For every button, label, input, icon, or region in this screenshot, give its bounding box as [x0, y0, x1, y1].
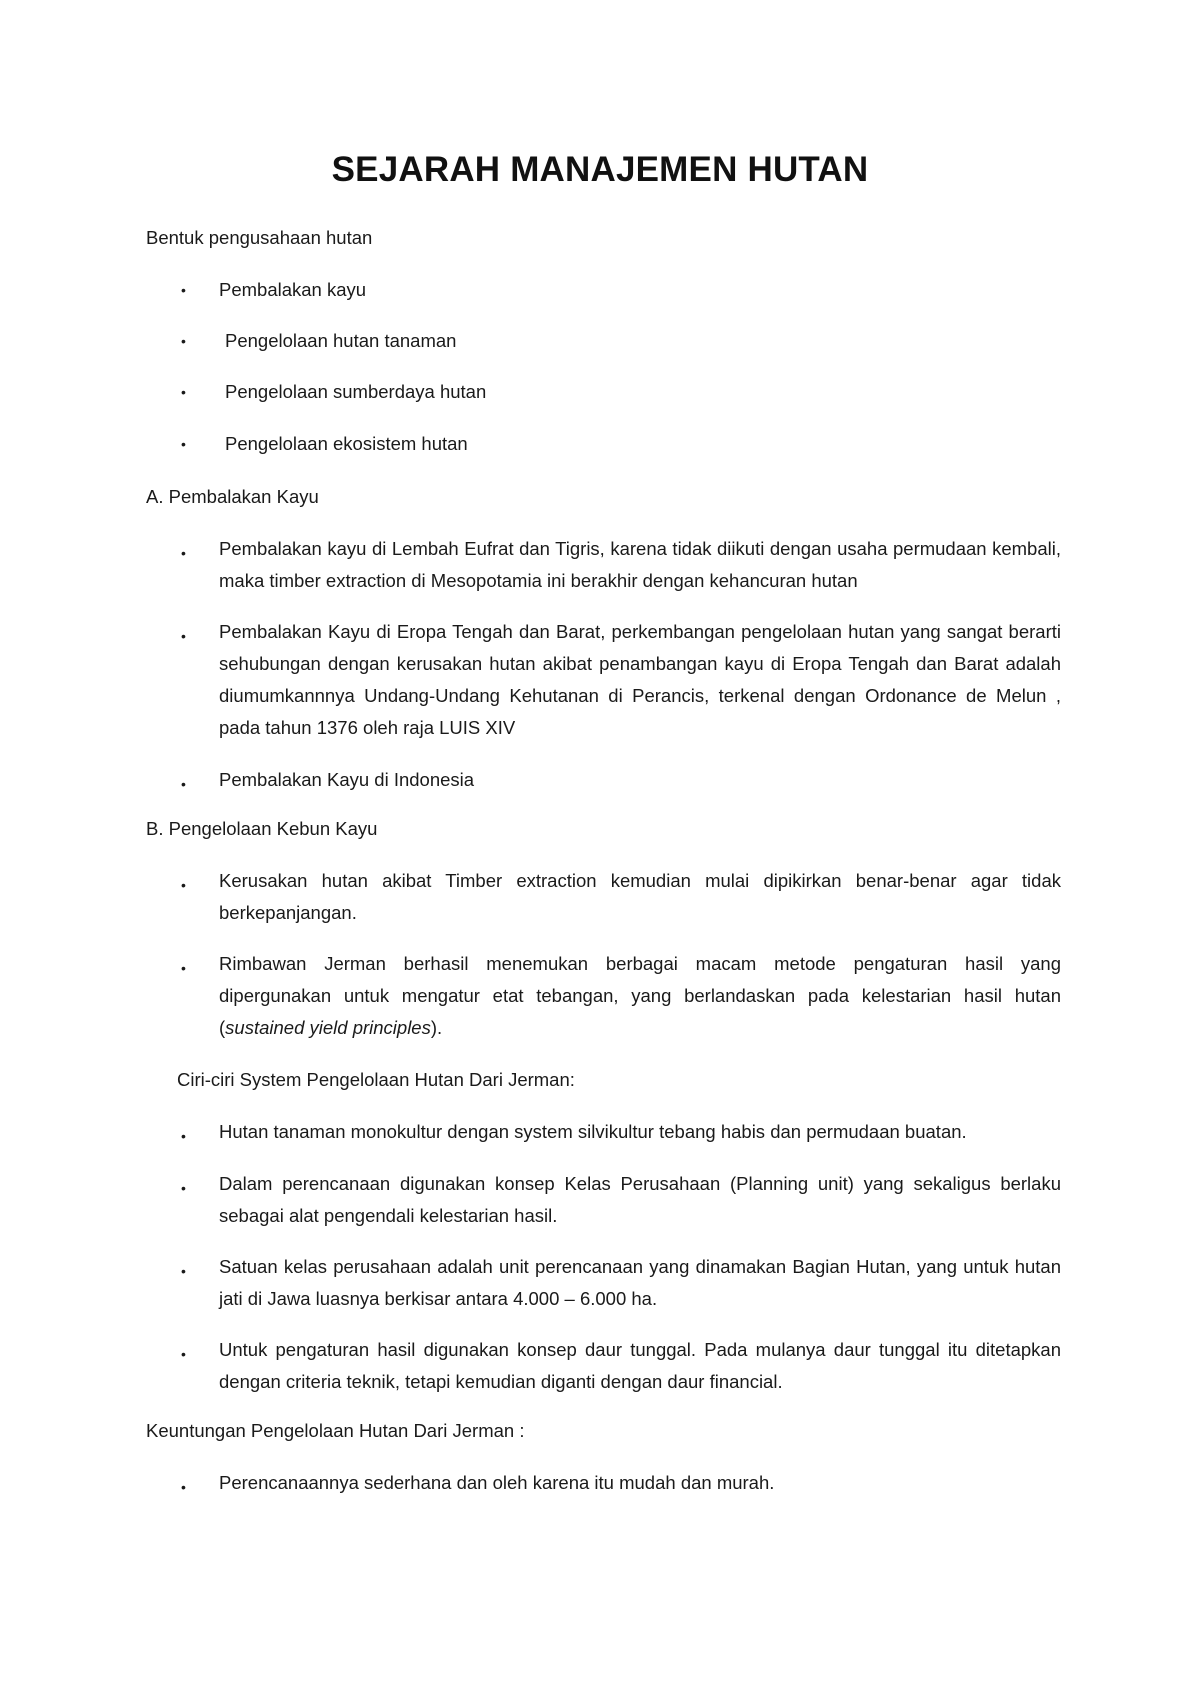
item-text: ). — [430, 1017, 443, 1038]
list-item: Pengelolaan sumberdaya hutan — [225, 381, 487, 402]
bullet-marker: • — [181, 1346, 186, 1362]
ciri-heading: Ciri-ciri System Pengelolaan Hutan Dari Jerman: — [177, 1069, 575, 1090]
section-a-heading: A. Pembalakan Kayu — [146, 486, 319, 507]
keuntungan-heading: Keuntungan Pengelolaan Hutan Dari Jerman : — [146, 1420, 525, 1441]
bullet-marker: • — [181, 1180, 186, 1196]
item-text: Rimbawan Jerman berhasil menemukan berbagai macam metode pengaturan hasil yang dipergunakan untuk mengatur etat tebangan, yang berlandaskan pada kelestarian hasil hutan ( — [219, 953, 1061, 1038]
list-item: Pembalakan kayu — [219, 279, 367, 300]
list-item: Pembalakan kayu di Lembah Eufrat dan Tigris, karena tidak diikuti dengan usaha permudaan kembali, maka timber extraction di Mesopotamia ini berakhir dengan kehancuran hutan — [219, 538, 1061, 591]
list-item: Pembalakan Kayu di Eropa Tengah dan Barat, perkembangan pengelolaan hutan yang sangat berarti sehubungan dengan kerusakan hutan akibat penambangan kayu di Eropa Tengah dan Barat adalah diumumkannnya Undang-Undang Kehutanan di Perancis, terkenal dengan Ordonance de Melun , pada tahun 1376 oleh raja LUIS XIV — [219, 621, 1061, 738]
bullet-marker: • — [181, 1128, 186, 1144]
list-item: Hutan tanaman monokultur dengan system silvikultur tebang habis dan permudaan buatan. — [219, 1121, 967, 1142]
bullet-marker: • — [181, 877, 186, 893]
page-title: SEJARAH MANAJEMEN HUTAN — [331, 150, 869, 189]
list-item: Pengelolaan ekosistem hutan — [225, 433, 468, 454]
bullet-marker: • — [181, 1479, 186, 1495]
item-emphasis: sustained yield principles — [225, 1017, 431, 1038]
list-item: Satuan kelas perusahaan adalah unit perencanaan yang dinamakan Bagian Hutan, yang untuk hutan jati di Jawa luasnya berkisar antara 4.000 – 6.000 ha. — [219, 1256, 1061, 1309]
list-item: Pembalakan Kayu di Indonesia — [219, 769, 475, 790]
bullet-marker: • — [181, 628, 186, 644]
list-item: Untuk pengaturan hasil digunakan konsep daur tunggal. Pada mulanya daur tunggal itu ditetapkan dengan criteria teknik, tetapi kemudian diganti dengan daur financial. — [219, 1339, 1061, 1392]
bullet-marker: • — [181, 384, 186, 400]
bullet-marker: • — [181, 282, 186, 298]
bullet-marker: • — [181, 333, 186, 349]
list-item: Dalam perencanaan digunakan konsep Kelas Perusahaan (Planning unit) yang sekaligus berlaku sebagai alat pengendali kelestarian hasil. — [219, 1173, 1061, 1226]
list-item — [219, 948, 1061, 1044]
bullet-marker: • — [181, 1263, 186, 1279]
bullet-marker: • — [181, 545, 186, 561]
list-item: Pengelolaan hutan tanaman — [225, 330, 457, 351]
section-b-heading: B. Pengelolaan Kebun Kayu — [146, 818, 378, 839]
bullet-marker: • — [181, 960, 186, 976]
list-item: Kerusakan hutan akibat Timber extraction kemudian mulai dipikirkan benar-benar agar tidak berkepanjangan. — [219, 870, 1061, 923]
bullet-marker: • — [181, 436, 186, 452]
intro-heading: Bentuk pengusahaan hutan — [146, 227, 373, 248]
list-item: Perencanaannya sederhana dan oleh karena itu mudah dan murah. — [219, 1472, 775, 1493]
bullet-marker: • — [181, 776, 186, 792]
